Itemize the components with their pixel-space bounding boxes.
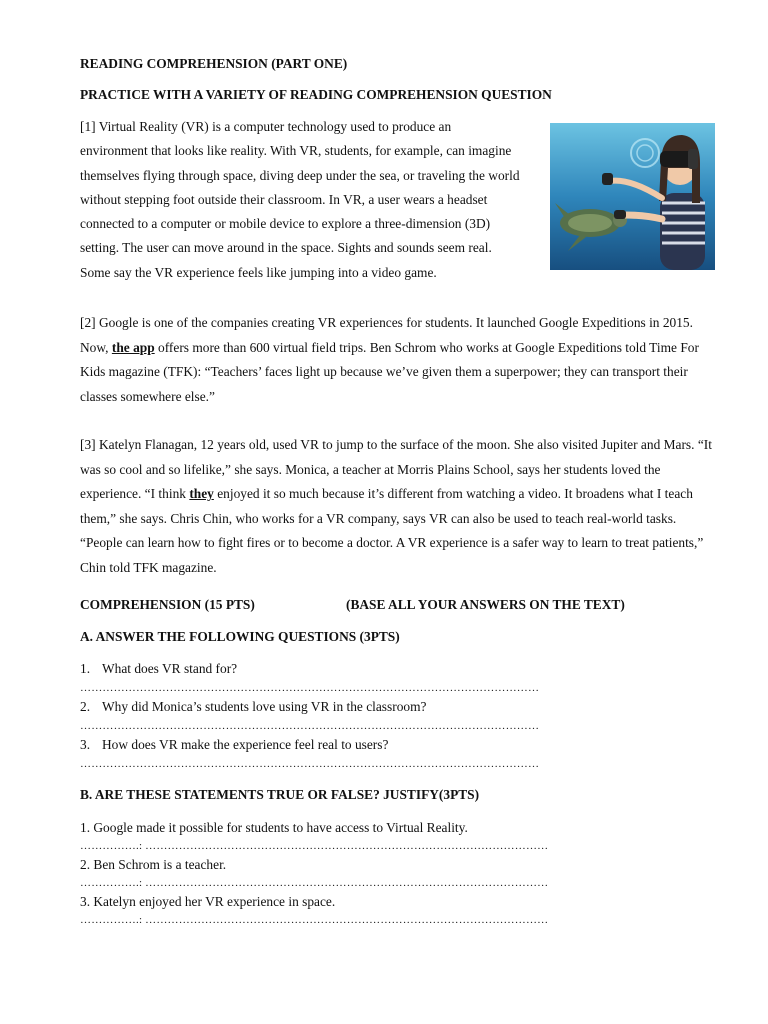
page-title: READING COMPREHENSION (PART ONE) xyxy=(80,56,348,71)
question-text: What does VR stand for? xyxy=(102,661,238,676)
section-b-heading: B. ARE THESE STATEMENTS TRUE OR FALSE? JUSTIFY(3PTS) xyxy=(80,787,480,802)
paragraph-3-text-a: [3] Katelyn Flanagan, 12 years old, used VR to jump to the surface of the moon. She also visited Jupiter and Mars. “It was so cool and so lifelike,” she says. Monica, a teacher at Morris Plains School, says her students loved the experience. “I think xyxy=(80,437,712,502)
page-subtitle: PRACTICE WITH A VARIETY OF READING COMPREHENSION QUESTION xyxy=(80,87,552,102)
question-number: 3. xyxy=(80,737,91,752)
paragraph-3-underlined: they xyxy=(189,486,214,502)
true-false-line-1[interactable]: …………….: ……………………………………………………………………………………………… xyxy=(80,840,549,852)
question-1 xyxy=(80,661,237,677)
statement-1: 1. Google made it possible for students to have access to Virtual Reality. xyxy=(80,820,468,835)
question-2 xyxy=(80,699,426,715)
question-number: 2. xyxy=(80,699,91,714)
question-text: How does VR make the experience feel real to users? xyxy=(102,737,389,752)
answer-line-1[interactable]: …………………………………………………………………………………………………………… xyxy=(80,682,540,694)
question-3 xyxy=(80,737,388,753)
paragraph-3-text-b: enjoyed it so much because it’s different from watching a video. It broadens what I teach them,” she says. Chris Chin, who works for a VR company, says VR can also be used to teach real-world tasks. “People can learn how to fight fires or to become a doctor. A VR experience is a safer way to learn to treat patients,” Chin told TFK magazine. xyxy=(80,486,704,575)
comprehension-heading: COMPREHENSION (15 PTS) xyxy=(80,597,255,612)
comprehension-instruction: (BASE ALL YOUR ANSWERS ON THE TEXT) xyxy=(346,597,625,612)
answer-line-3[interactable]: …………………………………………………………………………………………………………… xyxy=(80,758,540,770)
statement-3: 3. Katelyn enjoyed her VR experience in space. xyxy=(80,894,336,909)
answer-line-2[interactable]: …………………………………………………………………………………………………………… xyxy=(80,720,540,732)
true-false-line-3[interactable]: …………….: ……………………………………………………………………………………………… xyxy=(80,914,549,926)
section-a-heading: A. ANSWER THE FOLLOWING QUESTIONS (3PTS) xyxy=(80,629,400,644)
statement-2: 2. Ben Schrom is a teacher. xyxy=(80,857,227,872)
paragraph-1: [1] Virtual Reality (VR) is a computer technology used to produce an environment that looks like reality. With VR, students, for example, can imagine themselves flying through space, diving deep under the sea, or traveling the world without stepping foot outside their classroom. In VR, a user wears a headset connected to a computer or mobile device to explore a three-dimension (3D) setting. The user can move around in the space. Sights and sounds seem real. Some say the VR experience feels like jumping into a video game. xyxy=(80,119,520,280)
question-number: 1. xyxy=(80,661,91,676)
paragraph-3 xyxy=(80,433,720,581)
true-false-line-2[interactable]: …………….: ……………………………………………………………………………………………… xyxy=(80,877,549,889)
paragraph-2-underlined: the app xyxy=(111,339,155,355)
paragraph-2-text-a: [2] Google is one of the companies creating VR experiences for students. It launched Google Expeditions in 2015. Now, xyxy=(80,315,693,355)
vr-headset-girl-turtle-image xyxy=(550,123,715,270)
paragraph-2-text-b: offers more than 600 virtual field trips. Ben Schrom who works at Google Expeditions told Time For Kids magazine (TFK): “Teachers’ faces light up because we’ve given them a superpower; they can transport their classes somewhere else.” xyxy=(80,339,699,404)
paragraph-2 xyxy=(80,311,720,409)
question-text: Why did Monica’s students love using VR in the classroom? xyxy=(102,699,427,714)
